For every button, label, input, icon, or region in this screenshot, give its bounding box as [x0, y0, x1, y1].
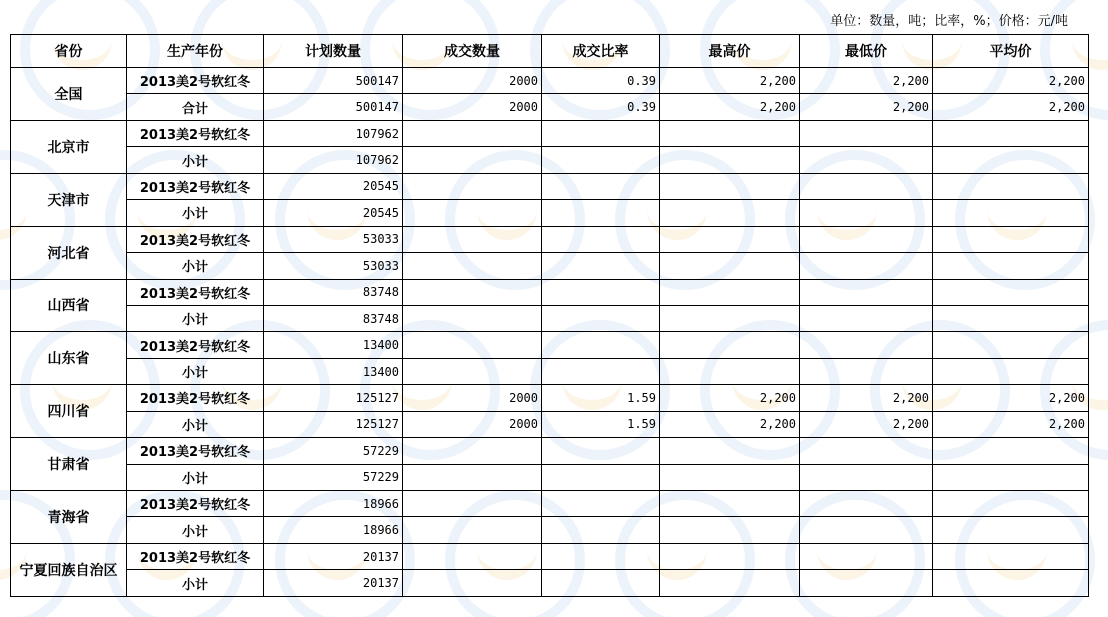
- table-row: [11, 517, 1089, 543]
- lowest-price-cell: [800, 279, 933, 305]
- production-year-cell: 2013美2号软红冬: [127, 279, 264, 305]
- traded-quantity-cell: 2000: [403, 385, 542, 411]
- trade-ratio-cell: [542, 226, 660, 252]
- production-year-cell: 小计: [127, 464, 264, 490]
- header-planned-quantity: 计划数量: [264, 35, 403, 68]
- highest-price-cell: [660, 570, 800, 597]
- production-year-cell: 小计: [127, 253, 264, 279]
- lowest-price-cell: [800, 200, 933, 226]
- planned-quantity-cell: 53033: [264, 253, 403, 279]
- highest-price-cell: [660, 438, 800, 464]
- highest-price-cell: [660, 279, 800, 305]
- average-price-cell: 2,200: [933, 411, 1089, 437]
- traded-quantity-cell: [403, 358, 542, 384]
- trade-ratio-cell: [542, 305, 660, 331]
- traded-quantity-cell: [403, 147, 542, 173]
- planned-quantity-cell: 13400: [264, 332, 403, 358]
- trade-ratio-cell: [542, 438, 660, 464]
- highest-price-cell: [660, 543, 800, 569]
- province-cell: 四川省: [11, 385, 127, 438]
- production-year-cell: 小计: [127, 305, 264, 331]
- table-row: [11, 332, 1089, 358]
- lowest-price-cell: [800, 226, 933, 252]
- trade-ratio-cell: 1.59: [542, 411, 660, 437]
- trade-ratio-cell: 0.39: [542, 94, 660, 120]
- production-year-cell: 2013美2号软红冬: [127, 173, 264, 199]
- production-year-cell: 小计: [127, 411, 264, 437]
- traded-quantity-cell: [403, 173, 542, 199]
- traded-quantity-cell: [403, 253, 542, 279]
- lowest-price-cell: [800, 173, 933, 199]
- lowest-price-cell: [800, 438, 933, 464]
- production-year-cell: 2013美2号软红冬: [127, 438, 264, 464]
- province-cell: 山东省: [11, 332, 127, 385]
- average-price-cell: [933, 120, 1089, 146]
- planned-quantity-cell: 18966: [264, 491, 403, 517]
- lowest-price-cell: [800, 305, 933, 331]
- highest-price-cell: [660, 147, 800, 173]
- table-row: [11, 411, 1089, 437]
- planned-quantity-cell: 107962: [264, 147, 403, 173]
- table-row: [11, 438, 1089, 464]
- trade-ratio-cell: [542, 517, 660, 543]
- highest-price-cell: [660, 305, 800, 331]
- traded-quantity-cell: [403, 332, 542, 358]
- planned-quantity-cell: 125127: [264, 385, 403, 411]
- table-row: [11, 570, 1089, 597]
- lowest-price-cell: [800, 570, 933, 597]
- planned-quantity-cell: 83748: [264, 305, 403, 331]
- planned-quantity-cell: 57229: [264, 438, 403, 464]
- header-lowest-price: 最低价: [800, 35, 933, 68]
- traded-quantity-cell: 2000: [403, 68, 542, 94]
- production-year-cell: 2013美2号软红冬: [127, 332, 264, 358]
- trade-ratio-cell: [542, 464, 660, 490]
- lowest-price-cell: [800, 543, 933, 569]
- header-traded-quantity: 成交数量: [403, 35, 542, 68]
- trade-ratio-cell: [542, 543, 660, 569]
- average-price-cell: [933, 147, 1089, 173]
- average-price-cell: [933, 438, 1089, 464]
- table-row: [11, 173, 1089, 199]
- table-row: [11, 385, 1089, 411]
- traded-quantity-cell: 2000: [403, 411, 542, 437]
- production-year-cell: 小计: [127, 147, 264, 173]
- trade-ratio-cell: [542, 332, 660, 358]
- planned-quantity-cell: 500147: [264, 68, 403, 94]
- table-row: [11, 543, 1089, 569]
- traded-quantity-cell: [403, 491, 542, 517]
- planned-quantity-cell: 20545: [264, 173, 403, 199]
- trade-ratio-cell: 1.59: [542, 385, 660, 411]
- highest-price-cell: [660, 120, 800, 146]
- province-cell: 北京市: [11, 120, 127, 173]
- trade-ratio-cell: [542, 147, 660, 173]
- average-price-cell: [933, 279, 1089, 305]
- province-cell: 天津市: [11, 173, 127, 226]
- lowest-price-cell: 2,200: [800, 385, 933, 411]
- highest-price-cell: [660, 173, 800, 199]
- planned-quantity-cell: 125127: [264, 411, 403, 437]
- traded-quantity-cell: [403, 200, 542, 226]
- lowest-price-cell: 2,200: [800, 411, 933, 437]
- planned-quantity-cell: 500147: [264, 94, 403, 120]
- average-price-cell: [933, 464, 1089, 490]
- province-cell: 山西省: [11, 279, 127, 332]
- trade-ratio-cell: [542, 570, 660, 597]
- province-cell: 河北省: [11, 226, 127, 279]
- table-row: [11, 279, 1089, 305]
- highest-price-cell: 2,200: [660, 68, 800, 94]
- traded-quantity-cell: [403, 120, 542, 146]
- average-price-cell: [933, 173, 1089, 199]
- table-row: [11, 464, 1089, 490]
- planned-quantity-cell: 20545: [264, 200, 403, 226]
- highest-price-cell: [660, 332, 800, 358]
- header-average-price: 平均价: [933, 35, 1089, 68]
- planned-quantity-cell: 107962: [264, 120, 403, 146]
- average-price-cell: [933, 200, 1089, 226]
- header-province: 省份: [11, 35, 127, 68]
- production-year-cell: 小计: [127, 570, 264, 597]
- province-cell: 甘肃省: [11, 438, 127, 491]
- average-price-cell: 2,200: [933, 385, 1089, 411]
- planned-quantity-cell: 20137: [264, 570, 403, 597]
- province-cell: 宁夏回族自治区: [11, 543, 127, 596]
- lowest-price-cell: [800, 517, 933, 543]
- traded-quantity-cell: [403, 570, 542, 597]
- average-price-cell: [933, 332, 1089, 358]
- highest-price-cell: [660, 253, 800, 279]
- table-row: [11, 226, 1089, 252]
- production-year-cell: 小计: [127, 358, 264, 384]
- lowest-price-cell: [800, 332, 933, 358]
- trade-ratio-cell: [542, 491, 660, 517]
- table-header-row: [11, 35, 1089, 68]
- province-cell: 全国: [11, 68, 127, 121]
- auction-results-table: [10, 34, 1089, 597]
- traded-quantity-cell: [403, 438, 542, 464]
- header-trade-ratio: 成交比率: [542, 35, 660, 68]
- production-year-cell: 合计: [127, 94, 264, 120]
- table-row: [11, 68, 1089, 94]
- lowest-price-cell: [800, 147, 933, 173]
- production-year-cell: 2013美2号软红冬: [127, 120, 264, 146]
- average-price-cell: [933, 491, 1089, 517]
- average-price-cell: [933, 305, 1089, 331]
- planned-quantity-cell: 53033: [264, 226, 403, 252]
- lowest-price-cell: [800, 464, 933, 490]
- traded-quantity-cell: 2000: [403, 94, 542, 120]
- planned-quantity-cell: 20137: [264, 543, 403, 569]
- production-year-cell: 小计: [127, 200, 264, 226]
- average-price-cell: 2,200: [933, 94, 1089, 120]
- table-row: [11, 253, 1089, 279]
- production-year-cell: 2013美2号软红冬: [127, 491, 264, 517]
- average-price-cell: 2,200: [933, 68, 1089, 94]
- traded-quantity-cell: [403, 226, 542, 252]
- table-row: [11, 200, 1089, 226]
- header-highest-price: 最高价: [660, 35, 800, 68]
- planned-quantity-cell: 83748: [264, 279, 403, 305]
- table-row: [11, 305, 1089, 331]
- highest-price-cell: [660, 517, 800, 543]
- table-row: [11, 94, 1089, 120]
- trade-ratio-cell: [542, 253, 660, 279]
- trade-ratio-cell: [542, 120, 660, 146]
- highest-price-cell: [660, 464, 800, 490]
- table-row: [11, 120, 1089, 146]
- planned-quantity-cell: 57229: [264, 464, 403, 490]
- trade-ratio-cell: [542, 279, 660, 305]
- production-year-cell: 2013美2号软红冬: [127, 385, 264, 411]
- traded-quantity-cell: [403, 464, 542, 490]
- lowest-price-cell: [800, 120, 933, 146]
- average-price-cell: [933, 543, 1089, 569]
- highest-price-cell: 2,200: [660, 94, 800, 120]
- highest-price-cell: [660, 491, 800, 517]
- highest-price-cell: 2,200: [660, 411, 800, 437]
- table-row: [11, 147, 1089, 173]
- average-price-cell: [933, 226, 1089, 252]
- lowest-price-cell: [800, 253, 933, 279]
- production-year-cell: 2013美2号软红冬: [127, 226, 264, 252]
- trade-ratio-cell: [542, 358, 660, 384]
- province-cell: 青海省: [11, 491, 127, 544]
- highest-price-cell: 2,200: [660, 385, 800, 411]
- trade-ratio-cell: [542, 200, 660, 226]
- lowest-price-cell: 2,200: [800, 68, 933, 94]
- average-price-cell: [933, 358, 1089, 384]
- traded-quantity-cell: [403, 543, 542, 569]
- planned-quantity-cell: 18966: [264, 517, 403, 543]
- unit-note: 单位：数量，吨；比率，%；价格：元/吨: [830, 14, 1068, 29]
- traded-quantity-cell: [403, 279, 542, 305]
- lowest-price-cell: [800, 491, 933, 517]
- planned-quantity-cell: 13400: [264, 358, 403, 384]
- production-year-cell: 2013美2号软红冬: [127, 543, 264, 569]
- traded-quantity-cell: [403, 517, 542, 543]
- table-row: [11, 358, 1089, 384]
- highest-price-cell: [660, 358, 800, 384]
- lowest-price-cell: [800, 358, 933, 384]
- highest-price-cell: [660, 226, 800, 252]
- header-production-year: 生产年份: [127, 35, 264, 68]
- average-price-cell: [933, 517, 1089, 543]
- traded-quantity-cell: [403, 305, 542, 331]
- average-price-cell: [933, 570, 1089, 597]
- trade-ratio-cell: 0.39: [542, 68, 660, 94]
- average-price-cell: [933, 253, 1089, 279]
- trade-ratio-cell: [542, 173, 660, 199]
- production-year-cell: 小计: [127, 517, 264, 543]
- lowest-price-cell: 2,200: [800, 94, 933, 120]
- highest-price-cell: [660, 200, 800, 226]
- production-year-cell: 2013美2号软红冬: [127, 68, 264, 94]
- table-row: [11, 491, 1089, 517]
